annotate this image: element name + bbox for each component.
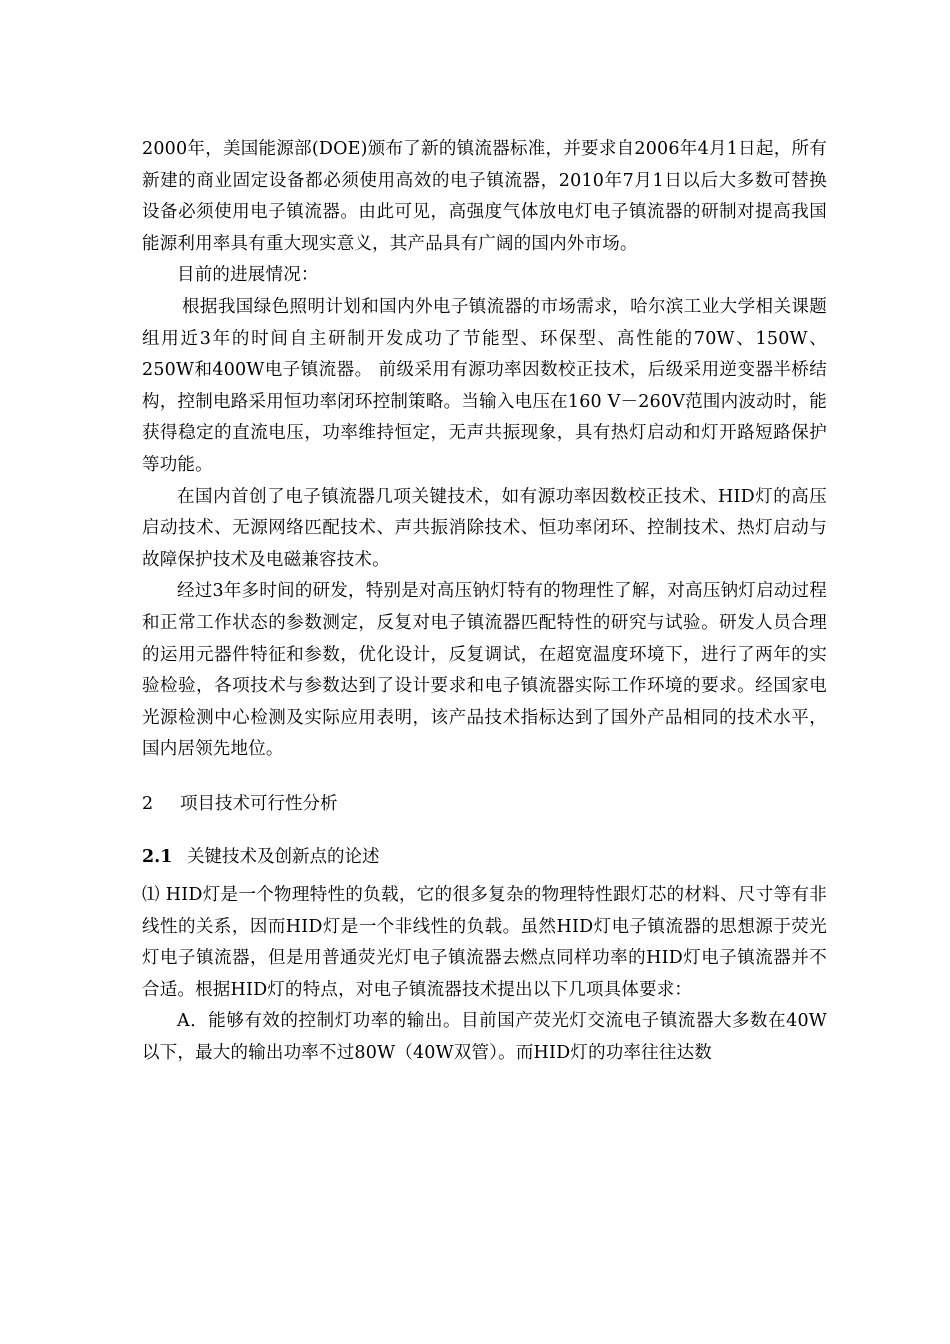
progress-label: 目前的进展情况：	[177, 265, 319, 286]
section-number: 2	[142, 793, 154, 814]
technical-paragraph-1: ⑴ HID灯是一个物理特性的负载，它的很多复杂的物理特性跟灯芯的材料、尺寸等有非线性的关系，因而HID灯是一个非线性的负载。虽然HID灯电子镇流器的思想源于荧光灯电子镇流器，但是用普通荧光灯电子镇流器去燃点同样功率的HID灯电子镇流器并不合适。根据HID灯的特点，对电子镇流器技术提出以下几项具体要求：	[142, 885, 827, 1000]
progress-paragraph-2: 在国内首创了电子镇流器几项关键技术，如有源功率因数校正技术、HID灯的高压启动技术、无源网络匹配技术、声共振消除技术、恒功率闭环、控制技术、热灯启动与故障保护技术及电磁兼容技术。	[142, 486, 827, 570]
document-page	[142, 134, 827, 1070]
intro-paragraph: 2000年，美国能源部(DOE)颁布了新的镇流器标准，并要求自2006年4月1日起，所有新建的商业固定设备都必须使用高效的电子镇流器，2010年7月1日以后大多数可替换设备必须使用电子镇流器。由此可见，高强度气体放电灯电子镇流器的研制对提高我国能源利用率具有重大现实意义，其产品具有广阔的国内外市场。	[142, 139, 827, 254]
technical-paragraph-2: A．能够有效的控制灯功率的输出。目前国产荧光灯交流电子镇流器大多数在40W以下，最大的输出功率不过80W（40W双管）。而HID灯的功率往往达数	[142, 1011, 827, 1064]
section-title: 项目技术可行性分析	[180, 793, 338, 814]
progress-paragraph-3: 经过3年多时间的研发，特别是对高压钠灯特有的物理性了解，对高压钠灯启动过程和正常工作状态的参数测定，反复对电子镇流器匹配特性的研究与试验。研发人员合理的运用元器件特征和参数，优化设计，反复调试，在超宽温度环境下，进行了两年的实验检验，各项技术与参数达到了设计要求和电子镇流器实际工作环境的要求。经国家电光源检测中心检测及实际应用表明，该产品技术指标达到了国外产品相同的技术水平，国内居领先地位。	[142, 581, 827, 760]
subsection-number: 2.1	[142, 847, 173, 868]
section-heading	[142, 789, 827, 821]
subsection-heading	[142, 842, 827, 874]
subsection-title: 关键技术及创新点的论述	[187, 847, 380, 868]
progress-paragraph-1: 根据我国绿色照明计划和国内外电子镇流器的市场需求，哈尔滨工业大学相关课题组用近3年的时间自主研制开发成功了节能型、环保型、高性能的70W、150W、250W和400W电子镇流器。 前级采用有源功率因数校正技术，后级采用逆变器半桥结构，控制电路采用恒功率闭环控制策略。当输入电压在160 V－260V范围内波动时，能获得稳定的直流电压，功率维持恒定，无声共振现象，具有热灯启动和灯开路短路保护等功能。	[142, 296, 827, 475]
